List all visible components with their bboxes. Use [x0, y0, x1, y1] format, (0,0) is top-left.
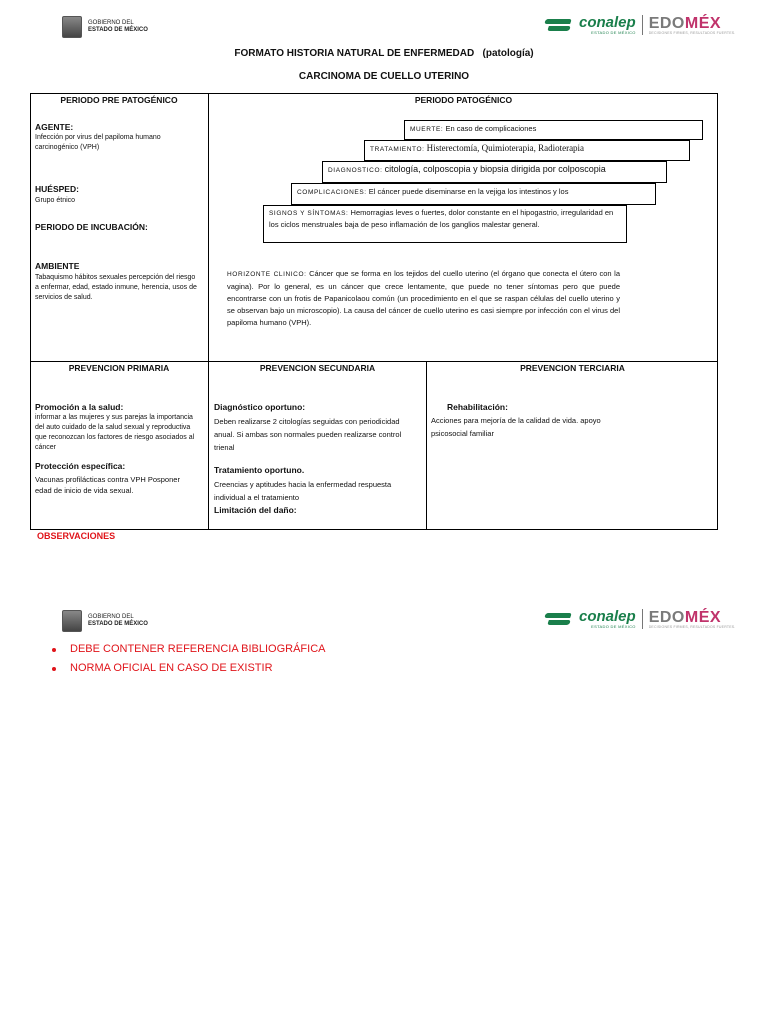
gobierno-logo-footer: GOBIERNO DEL ESTADO DE MÉXICO — [62, 610, 148, 632]
pre-pathogenic-header: PERIODO PRE PATOGÉNICO — [60, 95, 178, 105]
huesped-text: Grupo étnico — [35, 197, 76, 204]
edomex-sub: DECISIONES FIRMES, RESULTADOS FUERTES. — [648, 30, 736, 35]
rehabilitacion-label: Rehabilitación: — [447, 402, 508, 412]
list-item: NORMA OFICIAL EN CASO DE EXISTIR — [52, 659, 326, 678]
agente-label: AGENTE: — [35, 122, 74, 132]
title-paren: (patología) — [482, 48, 534, 59]
tratamiento-label: TRATAMIENTO: — [370, 146, 425, 153]
diagnostico-oportuno-text: Deben realizarse 2 citologías seguidas con periodicidad anual. Si ambas son normales pueden realizarse control trienal — [214, 417, 402, 452]
signos-label: SIGNOS Y SÍNTOMAS: — [269, 210, 349, 217]
promocion-text: informar a las mujeres y sus parejas la importancia del auto cuidado de la salud sexual y reproductiva que reconozcan los factores de riesgo asociados al cáncer — [35, 414, 195, 451]
stair-diagnostico — [322, 161, 667, 183]
tratamiento-oportuno-text: Creencias y aptitudes hacia la enfermedad respuesta individual a el tratamiento — [214, 480, 392, 502]
logo-divider — [642, 15, 643, 35]
agente-text: Infección por virus del papiloma humano carcinogénico (VPH) — [35, 134, 161, 151]
stair-complicaciones — [291, 183, 656, 205]
stair-muerte — [404, 120, 703, 140]
rehabilitacion-text: Acciones para mejoría de la calidad de vida. apoyo psicosocial familiar — [431, 416, 601, 438]
coat-of-arms-icon — [62, 16, 82, 38]
conalep-mark-icon — [545, 612, 573, 626]
observaciones-label: OBSERVACIONES — [37, 531, 116, 541]
ambiente-text: Tabaquismo hábitos sexuales percepción del riesgo a enfermar, edad, estado inmune, herencia, usos de servicios de salud. — [35, 274, 197, 301]
gobierno-logo — [62, 16, 148, 38]
list-item: DEBE CONTENER REFERENCIA BIBLIOGRÁFICA — [52, 640, 326, 659]
conalep-wordmark: conalep — [579, 13, 636, 31]
limitacion-label: Limitación del daño: — [214, 505, 297, 515]
tratamiento-text: Histerectomía, Quimioterapia, Radioterapia — [426, 143, 585, 153]
document-title: FORMATO HISTORIA NATURAL DE ENFERMEDAD (patología) — [234, 48, 534, 59]
huesped-label: HUÉSPED: — [35, 184, 79, 194]
conalep-edomex-logo-footer: conalep ESTADO DE MÉXICO EDOMÉX DECISIONES FIRMES, RESULTADOS FUERTES. — [545, 609, 735, 629]
stair-tratamiento — [364, 140, 690, 161]
diagnostico-oportuno-label: Diagnóstico oportuno: — [214, 402, 306, 412]
pathogenic-header: PERIODO PATOGÉNICO — [414, 95, 513, 105]
muerte-label: MUERTE: — [410, 126, 444, 133]
disease-title: CARCINOMA DE CUELLO UTERINO — [298, 71, 470, 82]
horizonte-text: Cáncer que se forma en los tejidos del cuello uterino (el órgano que conecta el útero con la vagina). Por lo general, es un cáncer que crece lentamente, que puede no tener síntomas pero que puede encontrarse con un frotis de Papanicolaou común (un procedimiento en el que se raspan células del cuello uterino y se observan bajo un microscopio). La causa del cáncer de cuello uterino es casi siempre por infección con el virus del papiloma humano (VPH). — [227, 269, 621, 327]
diagnostico-text: citología, colposcopia y biopsia dirigida por colposcopia — [384, 164, 606, 174]
horizonte-clinico — [227, 268, 620, 329]
requirements-list — [52, 640, 326, 678]
proteccion-text: Vacunas profilácticas contra VPH Posponer edad de inicio de vida sexual. — [35, 475, 180, 495]
tertiary-prevention-header: PREVENCION TERCIARIA — [520, 363, 625, 373]
secondary-prevention-header: PREVENCION SECUNDARIA — [259, 363, 376, 373]
primary-prevention-header: PREVENCION PRIMARIA — [68, 363, 170, 373]
bullet-icon — [52, 648, 56, 652]
gob-line2: ESTADO DE MÉXICO — [88, 27, 148, 33]
logo-divider — [642, 609, 643, 629]
conalep-edomex-logo — [545, 15, 735, 35]
complicaciones-text: El cáncer puede diseminarse en la vejiga los intestinos y los — [368, 187, 569, 196]
bullet-icon — [52, 667, 56, 671]
coat-of-arms-icon — [62, 610, 82, 632]
stair-signos — [263, 205, 627, 243]
horizonte-label: HORIZONTE CLINICO: — [227, 271, 307, 278]
edomex-wordmark: EDOMÉX — [648, 14, 722, 32]
tratamiento-oportuno-label: Tratamiento oportuno. — [214, 465, 305, 475]
incubation-label: PERIODO DE INCUBACIÓN: — [35, 222, 148, 232]
signos-text: Hemorragias leves o fuertes, dolor constante en el hipogastrio, irregularidad en los ciclos menstruales baja de peso inflamación de los ganglios malestar general. — [269, 208, 614, 229]
proteccion-label: Protección específica: — [35, 461, 126, 471]
muerte-text: En caso de complicaciones — [445, 124, 537, 133]
ambiente-label: AMBIENTE — [35, 261, 80, 271]
promocion-label: Promoción a la salud: — [35, 402, 124, 412]
conalep-mark-icon — [545, 18, 573, 32]
conalep-sub: ESTADO DE MÉXICO — [591, 29, 636, 35]
diagnostico-label: DIAGNOSTICO: — [328, 167, 383, 174]
complicaciones-label: COMPLICACIONES: — [297, 189, 367, 196]
gob-line1: GOBIERNO DEL — [88, 20, 134, 26]
